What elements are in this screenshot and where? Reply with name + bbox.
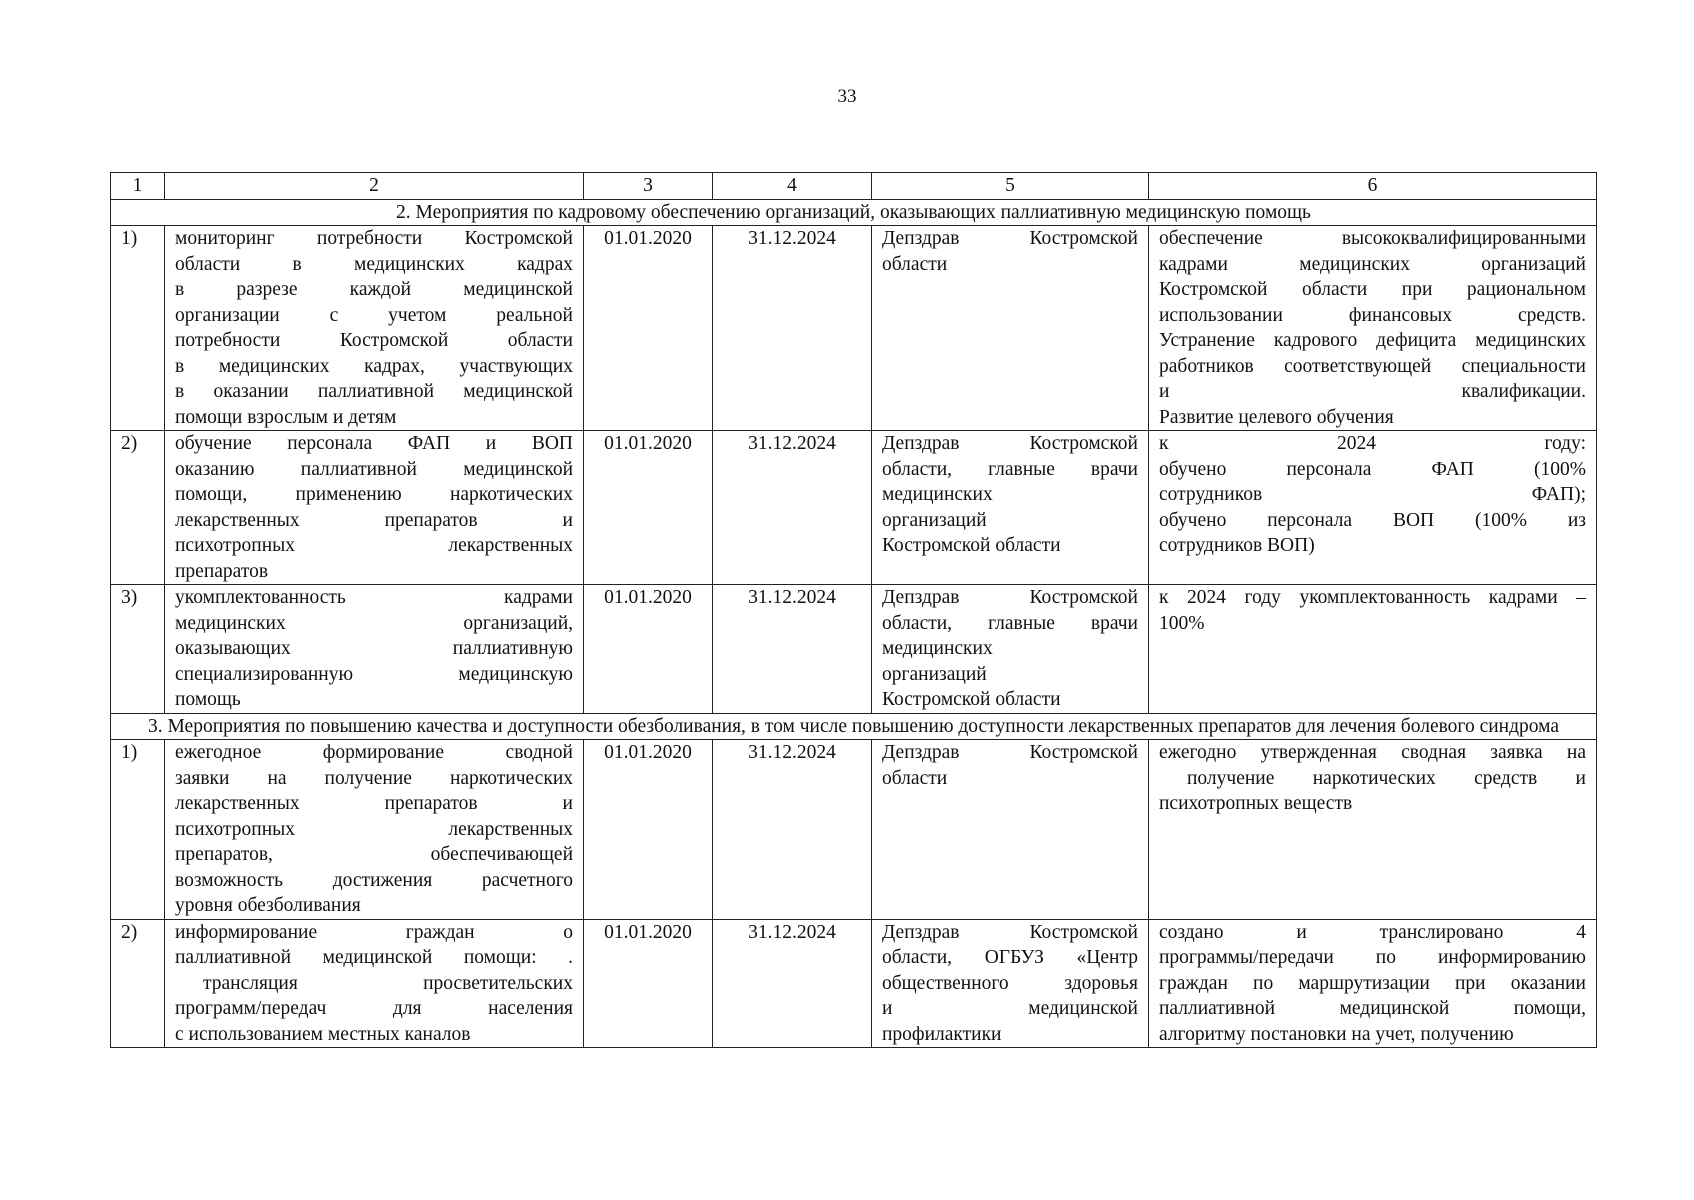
result-cell <box>1149 740 1597 920</box>
activity-cell-line: психотропных лекарственных <box>175 535 573 556</box>
result-cell <box>1149 585 1597 714</box>
activity-cell-line: программ/передач для населения <box>175 998 573 1019</box>
responsible-cell-line: Депздрав Костромской <box>882 433 1138 454</box>
activity-cell-line: помощи взрослым и детям <box>175 406 397 428</box>
activity-cell-line: уровня обезболивания <box>175 895 361 916</box>
row-number: 1) <box>111 226 165 431</box>
activity-cell-line: оказанию паллиативной медицинской <box>175 458 573 480</box>
end-date: 31.12.2024 <box>713 740 872 920</box>
activity-cell-line: с использованием местных каналов <box>175 1023 471 1045</box>
result-cell-line: граждан по маршрутизации при оказании <box>1159 972 1586 994</box>
responsible-cell <box>872 585 1149 714</box>
result-cell-line: и квалификации. <box>1159 381 1586 402</box>
section-header-row <box>111 713 1597 740</box>
activity-cell <box>165 431 584 585</box>
activity-cell <box>165 226 584 431</box>
result-cell-line: создано и транслировано 4 <box>1159 921 1586 943</box>
activity-cell-line: мониторинг потребности Костромской <box>175 228 573 249</box>
column-number: 3 <box>584 173 713 200</box>
result-cell-line: обучено персонала ВОП (100% из <box>1159 509 1586 531</box>
start-date: 01.01.2020 <box>584 585 713 714</box>
section-title: 2. Мероприятия по кадровому обеспечению организаций, оказывающих паллиативную медицинскую помощь <box>111 199 1597 226</box>
column-number: 4 <box>713 173 872 200</box>
start-date: 01.01.2020 <box>584 919 713 1048</box>
responsible-cell <box>872 919 1149 1048</box>
activity-cell-line: препаратов, обеспечивающей <box>175 844 573 865</box>
activity-cell-line: трансляция просветительских <box>203 972 573 994</box>
activity-cell-line: в медицинских кадрах, участвующих <box>175 355 573 377</box>
page-number: 33 <box>837 86 857 107</box>
end-date: 31.12.2024 <box>713 431 872 585</box>
activity-cell <box>165 919 584 1048</box>
result-cell-line: паллиативной медицинской помощи, <box>1159 998 1586 1019</box>
table-row <box>111 919 1597 1048</box>
result-cell <box>1149 919 1597 1048</box>
activity-cell-line: лекарственных препаратов и <box>175 793 573 814</box>
activity-cell <box>165 740 584 920</box>
activity-cell-line: помощь <box>175 689 241 710</box>
start-date: 01.01.2020 <box>584 226 713 431</box>
column-number: 1 <box>111 173 165 200</box>
column-number: 2 <box>165 173 584 200</box>
activity-cell-line: помощи, применению наркотических <box>175 484 573 505</box>
section-header-row <box>111 199 1597 226</box>
responsible-cell <box>872 431 1149 585</box>
end-date: 31.12.2024 <box>713 226 872 431</box>
end-date: 31.12.2024 <box>713 919 872 1048</box>
activity-cell-line: укомплектованность кадрами <box>175 587 573 608</box>
responsible-cell-line: области, ОГБУЗ «Центр <box>882 947 1138 968</box>
result-cell-line: алгоритму постановки на учет, получению <box>1159 1023 1514 1045</box>
responsible-cell-line: Депздрав Костромской <box>882 228 1138 249</box>
result-cell <box>1149 226 1597 431</box>
row-number: 2) <box>111 431 165 585</box>
activity-cell-line: специализированную медицинскую <box>175 663 573 685</box>
result-cell-line: кадрами медицинских организаций <box>1159 253 1586 275</box>
activity-cell-line: заявки на получение наркотических <box>175 767 573 789</box>
plan-table <box>110 172 1597 1048</box>
activity-cell-line: в разрезе каждой медицинской <box>175 279 573 300</box>
responsible-cell-line: медицинских <box>882 484 993 505</box>
activity-cell-line: психотропных лекарственных <box>175 818 573 840</box>
result-cell-line: обеспечение высококвалифицированными <box>1159 228 1586 249</box>
row-number: 1) <box>111 740 165 920</box>
column-number: 6 <box>1149 173 1597 200</box>
section-title: 3. Мероприятия по повышению качества и доступности обезболивания, в том числе повышению доступности лекарственных препаратов для лечения болевого синдрома <box>111 713 1597 740</box>
result-cell-line: обучено персонала ФАП (100% <box>1159 458 1586 480</box>
activity-cell-line: информирование граждан о <box>175 921 573 943</box>
activity-cell-line: медицинских организаций, <box>175 612 573 634</box>
table-row <box>111 740 1597 920</box>
activity-cell-line: препаратов <box>175 560 269 582</box>
result-cell-line: Устранение кадрового дефицита медицинских <box>1159 330 1586 351</box>
result-cell-line: Развитие целевого обучения <box>1159 406 1394 428</box>
responsible-cell-line: и медицинской <box>882 998 1138 1019</box>
activity-cell-line: организации с учетом реальной <box>175 304 573 326</box>
table-row <box>111 226 1597 431</box>
responsible-cell-line: организаций <box>882 663 987 685</box>
responsible-cell-line: области <box>882 767 948 789</box>
activity-cell-line: потребности Костромской области <box>175 330 573 351</box>
end-date: 31.12.2024 <box>713 585 872 714</box>
result-cell-line: сотрудников ФАП); <box>1159 484 1586 505</box>
result-cell-line: получение наркотических средств и <box>1187 767 1586 789</box>
responsible-cell <box>872 226 1149 431</box>
result-cell-line: 100% <box>1159 612 1205 634</box>
responsible-cell-line: организаций <box>882 509 987 531</box>
activity-cell <box>165 585 584 714</box>
result-cell-line: сотрудников ВОП) <box>1159 535 1315 556</box>
activity-cell-line: возможность достижения расчетного <box>175 869 573 891</box>
responsible-cell-line: области <box>882 253 948 275</box>
activity-cell-line: ежегодное формирование сводной <box>175 742 573 763</box>
activity-cell-line: в оказании паллиативной медицинской <box>175 381 573 402</box>
activity-cell-line: обучение персонала ФАП и ВОП <box>175 433 573 454</box>
result-cell-line: Костромской области при рациональном <box>1159 279 1586 300</box>
result-cell-line: программы/передачи по информированию <box>1159 947 1586 968</box>
responsible-cell-line: профилактики <box>882 1023 1002 1045</box>
column-number-row <box>111 173 1597 200</box>
result-cell-line: к 2024 году: <box>1159 433 1586 454</box>
responsible-cell-line: Костромской области <box>882 689 1061 710</box>
responsible-cell-line: Депздрав Костромской <box>882 921 1138 943</box>
responsible-cell-line: области, главные врачи <box>882 458 1138 480</box>
activity-cell-line: лекарственных препаратов и <box>175 509 573 531</box>
activity-cell-line: области в медицинских кадрах <box>175 253 573 275</box>
responsible-cell-line: медицинских <box>882 638 993 659</box>
result-cell-line: работников соответствующей специальности <box>1159 355 1586 377</box>
responsible-cell-line: области, главные врачи <box>882 612 1138 634</box>
responsible-cell-line: общественного здоровья <box>882 972 1138 994</box>
start-date: 01.01.2020 <box>584 431 713 585</box>
result-cell-line: использовании финансовых средств. <box>1159 304 1586 326</box>
responsible-cell-line: Депздрав Костромской <box>882 587 1138 608</box>
column-number: 5 <box>872 173 1149 200</box>
result-cell-line: ежегодно утвержденная сводная заявка на <box>1159 742 1586 763</box>
result-cell-line: к 2024 году укомплектованность кадрами – <box>1159 587 1586 608</box>
responsible-cell-line: Костромской области <box>882 535 1061 556</box>
responsible-cell <box>872 740 1149 920</box>
table-row <box>111 585 1597 714</box>
result-cell <box>1149 431 1597 585</box>
start-date: 01.01.2020 <box>584 740 713 920</box>
row-number: 3) <box>111 585 165 714</box>
result-cell-line: психотропных веществ <box>1159 793 1353 814</box>
activity-cell-line: оказывающих паллиативную <box>175 638 573 659</box>
responsible-cell-line: Депздрав Костромской <box>882 742 1138 763</box>
table-row <box>111 431 1597 585</box>
activity-cell-line: паллиативной медицинской помощи: . <box>175 947 573 968</box>
row-number: 2) <box>111 919 165 1048</box>
